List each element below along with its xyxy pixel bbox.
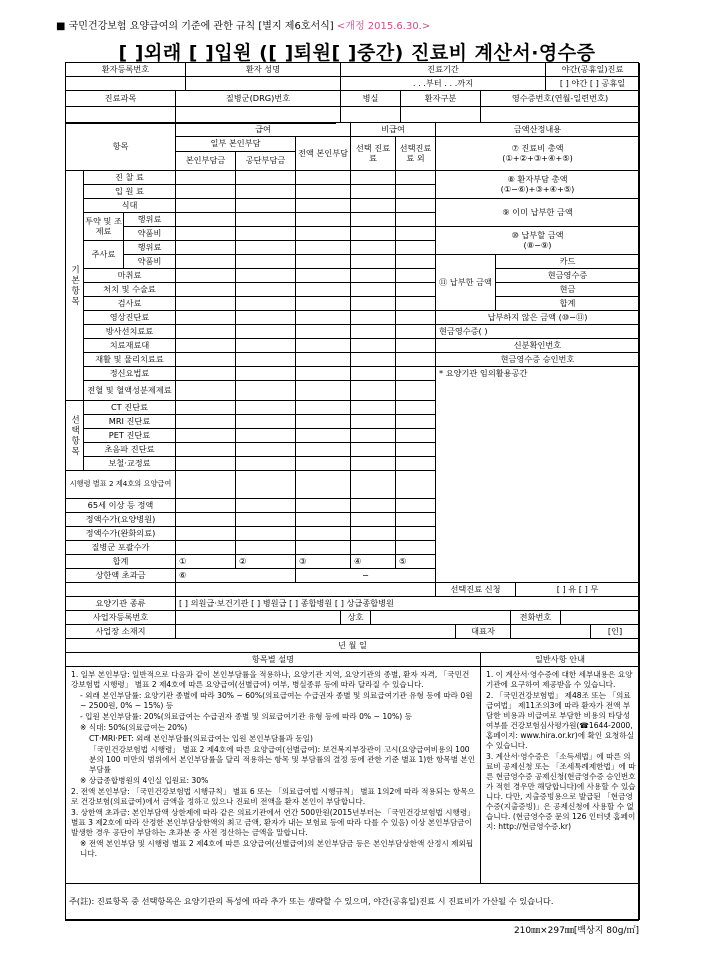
info-header: 일반사항 안내 — [481, 653, 640, 667]
exam-fee-amount-1[interactable] — [176, 171, 236, 185]
meal-fee-amount-5[interactable] — [396, 199, 436, 213]
inject-action-label: 행위료 — [124, 241, 176, 255]
meal-fee-amount-2[interactable] — [236, 199, 296, 213]
prosthetic-fee-amount-4[interactable] — [351, 457, 396, 471]
page-title: [ ]외래 [ ]입원 ([ ]퇴원[ ]중간) 진료비 계산서·영수증 — [118, 42, 596, 64]
rehab-fee-label: 재활 및 물리치료료 — [84, 353, 176, 367]
copay-header: 일부 본인부담 — [176, 137, 296, 152]
prosthetic-fee-amount-1[interactable] — [176, 457, 236, 471]
ct-fee-amount-4[interactable] — [351, 401, 396, 415]
drg-bundle-fee-amount-2[interactable] — [236, 541, 296, 555]
material-fee-amount-5[interactable] — [396, 339, 436, 353]
anesthesia-fee-amount-4[interactable] — [351, 269, 396, 283]
explanation-item: 3. 상한액 초과금: 본인부담액 상한제에 따라 같은 의료기관에서 연간 500만원(2015년부터는 「국민건강보험법 시행령」 별표 3 제2호에 따라 산정한 본인부담상한액의 최고 금액, 환자가 내는 보험료 등에 따라 다를 수 있음) 이상 본인부담금이 발생한 경우 공단이 부담하는 초과분 중 사전 정산하는 금액을 말합니다. — [71, 808, 475, 838]
phone-field[interactable] — [561, 611, 640, 625]
ultrasound-fee-amount-3[interactable] — [296, 443, 351, 457]
select-apply-label: 선택진료 신청 — [436, 583, 516, 597]
patient-total — [436, 171, 640, 199]
already-paid-label: ⑨ 이미 납부한 금액 — [502, 206, 573, 217]
inject-drug-amount-2[interactable] — [236, 255, 296, 269]
procedure-fee-amount-5[interactable] — [396, 283, 436, 297]
lab-fee-amount-3[interactable] — [296, 297, 351, 311]
paper-spec: 210㎜×297㎜[백상지 80g/㎡] — [513, 926, 639, 936]
id-no-label: 신분확인번호 — [436, 339, 640, 353]
total-amount-2[interactable]: ② — [236, 555, 296, 569]
patient-reg-no-field[interactable] — [66, 77, 186, 91]
palliative-fixed-fee-amount-3[interactable] — [296, 527, 351, 541]
medprep-drug-amount-3[interactable] — [296, 227, 351, 241]
explanation-item: ※ 전액 본인부담 및 시행령 별표 2 제4호에 따른 요양급여(선별급여)의 본인부담금 등은 본인부담상한액 산정시 제외됩니다. — [80, 839, 474, 859]
amount-due — [436, 227, 640, 255]
inject-drug-amount-3[interactable] — [296, 255, 351, 269]
form-header — [56, 17, 430, 32]
anesthesia-fee-amount-2[interactable] — [236, 269, 296, 283]
drg-field[interactable] — [176, 107, 341, 123]
hospitalization-fee-amount-2[interactable] — [236, 185, 296, 199]
inst-type-label: 요양기관 종류 — [66, 597, 176, 611]
self-share-header: 본인부담금 — [176, 152, 236, 171]
over-limit-label: 상한액 초과금 — [66, 569, 176, 583]
palliative-fixed-fee-label: 정액수가(완화의료) — [66, 527, 176, 541]
biz-no-field[interactable] — [176, 611, 341, 625]
exam-fee-label: 진 찰 료 — [84, 171, 176, 185]
full-self-header: 전액 본인부담 — [296, 137, 351, 171]
material-fee-amount-3[interactable] — [296, 339, 351, 353]
night-care-label: 야간(공휴일)진료 — [546, 63, 640, 77]
procedure-fee-amount-3[interactable] — [296, 283, 351, 297]
medprep-drug-amount-4[interactable] — [351, 227, 396, 241]
night-checkbox[interactable]: [ ] 야간 [ ] 공휴일 — [546, 77, 640, 91]
senior-fixed-fee-amount-5[interactable] — [396, 499, 436, 513]
ct-fee-label: CT 진단료 — [84, 401, 176, 415]
material-fee-amount-2[interactable] — [236, 339, 296, 353]
desc-header: 항목별 설명 — [66, 653, 481, 667]
special-benefit-label: 시행령 별표 2 제4호의 요양급여 — [66, 471, 176, 499]
biz-no-label: 사업자등록번호 — [66, 611, 176, 625]
medprep-action-label: 행위료 — [124, 213, 176, 227]
patient-total-label: ⑧ 환자부담 총액 — [507, 173, 568, 184]
desc-box-border — [66, 667, 481, 884]
patient-type-field[interactable] — [401, 107, 481, 123]
exam-fee-amount-5[interactable] — [396, 171, 436, 185]
lab-fee-amount-2[interactable] — [236, 297, 296, 311]
address-label: 사업장 소재지 — [66, 625, 176, 639]
nursing-fixed-fee-amount-1[interactable] — [176, 513, 236, 527]
lab-fee-amount-5[interactable] — [396, 297, 436, 311]
palliative-fixed-fee-amount-2[interactable] — [236, 527, 296, 541]
pet-fee-amount-4[interactable] — [351, 429, 396, 443]
pet-fee-amount-3[interactable] — [296, 429, 351, 443]
total-amount-5[interactable]: ⑤ — [396, 555, 436, 569]
receipt-form — [65, 62, 639, 921]
rehab-fee-amount-2[interactable] — [236, 353, 296, 367]
special-benefit-amount-5[interactable] — [396, 471, 436, 499]
over-limit-dash: − — [296, 569, 436, 583]
benefit-header: 급여 — [176, 123, 351, 137]
palliative-fixed-fee-amount-1[interactable] — [176, 527, 236, 541]
issue-date[interactable]: 년 월 일 — [66, 639, 640, 653]
radiotherapy-fee-amount-2[interactable] — [236, 325, 296, 339]
inst-type-options[interactable]: [ ] 의원급·보건기관 [ ] 병원급 [ ] 종합병원 [ ] 상급종합병원 — [176, 597, 640, 611]
medprep-action-amount-5[interactable] — [396, 213, 436, 227]
lab-fee-amount-1[interactable] — [176, 297, 236, 311]
explanation-item: 2. 전액 본인부담: 「국민건강보험법 시행규칙」 별표 6 또는 「의료급여법 시행규칙」 별표 1의2에 따라 적용되는 항목으로 건강보험(의료급여)에서 금액을 정하고 있으나 진료비 전액을 환자 본인이 부담합니다. — [71, 787, 475, 807]
hospitalization-fee-amount-5[interactable] — [396, 185, 436, 199]
radiotherapy-fee-amount-5[interactable] — [396, 325, 436, 339]
cash-receipt-paren: 현금영수증( ) — [436, 325, 640, 339]
procedure-fee-amount-4[interactable] — [351, 283, 396, 297]
ct-fee-amount-2[interactable] — [236, 401, 296, 415]
drg-bundle-fee-amount-4[interactable] — [351, 541, 396, 555]
amount-due-label: ⑩ 납부할 금액 — [511, 229, 564, 240]
inject-drug-amount-1[interactable] — [176, 255, 236, 269]
radiotherapy-fee-amount-4[interactable] — [351, 325, 396, 339]
imaging-fee-amount-4[interactable] — [351, 311, 396, 325]
ct-fee-amount-3[interactable] — [296, 401, 351, 415]
material-fee-label: 치료재료대 — [84, 339, 176, 353]
paid-amount-label: ⑪ 납부한 금액 — [436, 255, 496, 311]
nursing-fixed-fee-amount-2[interactable] — [236, 513, 296, 527]
approval-label: 현금영수증 승인번호 — [436, 353, 640, 367]
explanation-item: - 입원 본인부담률: 20%(의료급여는 수급권자 종별 및 의료급여기관 유형 등에 따라 0% ~ 10%) 등 — [80, 712, 412, 722]
unpaid-label: 납부하지 않은 금액 (⑩−⑪) — [436, 311, 640, 325]
amount-due-formula: (⑧−⑨) — [523, 239, 552, 250]
already-paid — [436, 199, 640, 227]
drg-label: 질병군(DRG)번호 — [176, 91, 341, 107]
address-field[interactable] — [176, 625, 456, 639]
exam-fee-amount-2[interactable] — [236, 171, 296, 185]
senior-fixed-fee-amount-4[interactable] — [351, 499, 396, 513]
treatment-period-field[interactable]: . . .부터 . . .까지 — [341, 77, 546, 91]
procedure-fee-amount-1[interactable] — [176, 283, 236, 297]
select-group-label: 선택항목 — [66, 401, 84, 471]
receipt-no-label: 영수증번호(연월-일련번호) — [481, 91, 640, 107]
pet-fee-amount-2[interactable] — [236, 429, 296, 443]
revision-date: <개정 2015.6.30.> — [336, 21, 431, 32]
psych-fee-amount-1[interactable] — [176, 367, 236, 381]
anesthesia-fee-amount-5[interactable] — [396, 269, 436, 283]
exam-fee-amount-4[interactable] — [351, 171, 396, 185]
medprep-drug-label: 약품비 — [124, 227, 176, 241]
inject-drug-amount-4[interactable] — [351, 255, 396, 269]
total-charge-formula: (①+②+③+④+⑤) — [502, 152, 573, 163]
inject-action-amount-5[interactable] — [396, 241, 436, 255]
ultrasound-fee-label: 초음파 진단료 — [84, 443, 176, 457]
psych-fee-amount-2[interactable] — [236, 367, 296, 381]
explanation-item: ※ 식대: 50%(의료급여는 20%) — [80, 723, 188, 733]
blood-fee-amount-3[interactable] — [296, 381, 351, 401]
senior-fixed-fee-label: 65세 이상 등 정액 — [66, 499, 176, 513]
mri-fee-amount-5[interactable] — [396, 415, 436, 429]
hospitalization-fee-amount-1[interactable] — [176, 185, 236, 199]
inject-drug-label: 약품비 — [124, 255, 176, 269]
inject-action-amount-4[interactable] — [351, 241, 396, 255]
radiotherapy-fee-amount-3[interactable] — [296, 325, 351, 339]
hospitalization-fee-label: 입 원 료 — [84, 185, 176, 199]
explanation-item: 1. 일부 본인부담: 일반적으로 다음과 같이 본인부담률을 적용하나, 요양기관 지역, 요양기관의 종별, 환자 자격, 「국민건강보험법 시행령」 별표 2 제4호에 따른 요양급여(선별급여) 여부, 병실종류 등에 따라 달라질 수 있습니다. — [71, 670, 470, 690]
total-label: 합계 — [66, 555, 176, 569]
mri-fee-amount-3[interactable] — [296, 415, 351, 429]
patient-total-formula: (①−⑥)+③+④+⑤) — [500, 183, 575, 194]
pet-fee-label: PET 진단료 — [84, 429, 176, 443]
info-item: 3. 계산서·영수증은 「소득세법」에 따른 의료비 공제신청 또는 「조세특례제한법」에 따른 현금영수증 공제신청(현금영수증 승인번호가 적힌 경우만 해당합니다)에 사용할 수 있습니다. 다만, 지출증빙용으로 발급된 「현금영수증(지출증빙)」은 공제신청에 사용할 수 없습니다. (현금영수증 문의 126 인터넷 홈페이지: http://현금영수증.kr) — [486, 752, 636, 832]
meal-fee-amount-3[interactable] — [296, 199, 351, 213]
medprep-action-amount-4[interactable] — [351, 213, 396, 227]
blood-fee-label: 전혈 및 혈액성분제제료 — [84, 381, 176, 401]
ultrasound-fee-amount-5[interactable] — [396, 443, 436, 457]
psych-fee-label: 정신요법료 — [84, 367, 176, 381]
basic-group-label: 기본항목 — [66, 171, 84, 401]
select-checkbox[interactable]: [ ] 유 [ ] 무 — [516, 583, 640, 597]
total-charge — [436, 137, 640, 171]
special-benefit-amount-1[interactable] — [176, 471, 236, 499]
rehab-fee-amount-5[interactable] — [396, 353, 436, 367]
patient-name-field[interactable] — [186, 77, 341, 91]
nursing-fixed-fee-amount-5[interactable] — [396, 513, 436, 527]
imaging-fee-amount-2[interactable] — [236, 311, 296, 325]
ultrasound-fee-amount-4[interactable] — [351, 443, 396, 457]
senior-fixed-fee-amount-2[interactable] — [236, 499, 296, 513]
pet-fee-amount-5[interactable] — [396, 429, 436, 443]
radiotherapy-fee-label: 방사선치료료 — [84, 325, 176, 339]
select-row-spacer — [66, 583, 176, 597]
info-item: 2. 「국민건강보험법」 제48조 또는 「의료급여법」 제11조의3에 따라 환자가 전액 부담한 비용과 비급여로 부담한 비용의 타당성 여부를 건강보험심사평가원(☎1644-2000, 홈페이지: www.hira.or.kr)에 확인 요청하실 수 있습니다. — [486, 691, 634, 751]
ultrasound-fee-amount-2[interactable] — [236, 443, 296, 457]
special-benefit-amount-2[interactable] — [236, 471, 296, 499]
imaging-fee-amount-5[interactable] — [396, 311, 436, 325]
rehab-fee-amount-1[interactable] — [176, 353, 236, 367]
info-item: 1. 이 계산서·영수증에 대한 세부내용은 요양기관에 요구하여 제공받을 수 있습니다. — [486, 670, 633, 690]
blood-fee-amount-4[interactable] — [351, 381, 396, 401]
info-list — [486, 670, 636, 883]
receipt-no-field[interactable] — [481, 107, 640, 123]
radiotherapy-fee-amount-1[interactable] — [176, 325, 236, 339]
nursing-fixed-fee-amount-4[interactable] — [351, 513, 396, 527]
ct-fee-amount-5[interactable] — [396, 401, 436, 415]
explanation-item: 「국민건강보험법 시행령」 별표 2 제4호에 따른 요양급여(선별급여): 보건복지부장관이 고시(요양급여비용의 100분의 100 미만의 범위에서 본인부담률을 달리 적용하는 항목 및 부담률의 결정 등에 관한 기준 별표 1)한 항목별 본인부담률 — [89, 745, 476, 775]
drg-bundle-fee-amount-3[interactable] — [296, 541, 351, 555]
imaging-fee-amount-1[interactable] — [176, 311, 236, 325]
meal-fee-label: 식대 — [84, 199, 176, 213]
selected-header: 선택 진료료 — [351, 137, 396, 171]
patient-reg-no-label: 환자등록번호 — [66, 63, 186, 77]
inject-action-amount-3[interactable] — [296, 241, 351, 255]
blood-fee-amount-5[interactable] — [396, 381, 436, 401]
total-amount-3[interactable]: ③ — [296, 555, 351, 569]
medprep-group-label: 투약 및 조제료 — [84, 213, 124, 241]
mri-fee-amount-1[interactable] — [176, 415, 236, 429]
senior-fixed-fee-amount-1[interactable] — [176, 499, 236, 513]
footnote: 주(註): 진료항목 중 선택항목은 요양기관의 특성에 따라 추가 또는 생략할 수 있으며, 야간(공휴일)진료 시 진료비가 가산될 수 있습니다. — [66, 884, 640, 920]
medprep-action-amount-1[interactable] — [176, 213, 236, 227]
explanation-item: CT·MRI·PET: 외래 본인부담률(의료급여는 입원 본인부담률과 동일) — [89, 734, 313, 744]
regulation-text: ■ 국민건강보험 요양급여의 기준에 관한 규칙 [별지 제6호서식] — [56, 21, 334, 32]
lab-fee-amount-4[interactable] — [351, 297, 396, 311]
non-benefit-header: 비급여 — [351, 123, 436, 137]
outside-header: 선택진료 료 외 — [396, 137, 436, 171]
insurer-share-header: 공단부담금 — [236, 152, 296, 171]
material-fee-amount-4[interactable] — [351, 339, 396, 353]
procedure-fee-label: 처치 및 수술료 — [84, 283, 176, 297]
cash-receipt-label: 현금영수증 — [496, 269, 640, 283]
biz-name-field[interactable] — [371, 611, 511, 625]
room-field[interactable] — [341, 107, 401, 123]
prosthetic-fee-amount-5[interactable] — [396, 457, 436, 471]
hospitalization-fee-amount-4[interactable] — [351, 185, 396, 199]
prosthetic-fee-amount-3[interactable] — [296, 457, 351, 471]
over-limit-amount[interactable]: ⑥ — [176, 569, 296, 583]
calc-header: 금액산정내용 — [436, 123, 640, 137]
nursing-fixed-fee-amount-3[interactable] — [296, 513, 351, 527]
mri-fee-amount-4[interactable] — [351, 415, 396, 429]
pet-fee-amount-1[interactable] — [176, 429, 236, 443]
card-label: 카드 — [496, 255, 640, 269]
exam-fee-amount-3[interactable] — [296, 171, 351, 185]
patient-type-label: 환자구분 — [401, 91, 481, 107]
total-amount-4[interactable]: ④ — [351, 555, 396, 569]
inject-group-label: 주사료 — [84, 241, 124, 269]
special-benefit-amount-3[interactable] — [296, 471, 351, 499]
anesthesia-fee-amount-1[interactable] — [176, 269, 236, 283]
anesthesia-fee-label: 마취료 — [84, 269, 176, 283]
prosthetic-fee-amount-2[interactable] — [236, 457, 296, 471]
meal-fee-amount-4[interactable] — [351, 199, 396, 213]
drg-bundle-fee-amount-5[interactable] — [396, 541, 436, 555]
medprep-drug-amount-2[interactable] — [236, 227, 296, 241]
patient-name-label: 환자 성명 — [186, 63, 341, 77]
lab-fee-label: 검사료 — [84, 297, 176, 311]
medprep-drug-amount-1[interactable] — [176, 227, 236, 241]
free-space[interactable]: * 요양기관 임의활용공간 — [436, 367, 640, 583]
biz-name-label: 상호 — [341, 611, 371, 625]
imaging-fee-label: 영상진단료 — [84, 311, 176, 325]
cash-label: 현금 — [496, 283, 640, 297]
total-amount-1[interactable]: ① — [176, 555, 236, 569]
explanation-item: - 외래 본인부담률: 요양기관 종별에 따라 30% ~ 60%(의료급여는 수급권자 종별 및 의료급여기관 유형 등에 따라 0원 ~ 2500원, 0% ~ 15%) 등 — [80, 691, 473, 711]
anesthesia-fee-amount-3[interactable] — [296, 269, 351, 283]
medprep-drug-amount-5[interactable] — [396, 227, 436, 241]
blood-fee-amount-1[interactable] — [176, 381, 236, 401]
senior-fixed-fee-amount-3[interactable] — [296, 499, 351, 513]
prosthetic-fee-label: 보철·교정료 — [84, 457, 176, 471]
rep-field[interactable] — [511, 625, 591, 639]
inject-action-amount-1[interactable] — [176, 241, 236, 255]
rehab-fee-amount-4[interactable] — [351, 353, 396, 367]
special-benefit-amount-4[interactable] — [351, 471, 396, 499]
palliative-fixed-fee-amount-5[interactable] — [396, 527, 436, 541]
meal-fee-amount-1[interactable] — [176, 199, 236, 213]
dept-label: 진료과목 — [66, 91, 176, 107]
ultrasound-fee-amount-1[interactable] — [176, 443, 236, 457]
palliative-fixed-fee-amount-4[interactable] — [351, 527, 396, 541]
imaging-fee-amount-3[interactable] — [296, 311, 351, 325]
mri-fee-label: MRI 진단료 — [84, 415, 176, 429]
ct-fee-amount-1[interactable] — [176, 401, 236, 415]
procedure-fee-amount-2[interactable] — [236, 283, 296, 297]
total-charge-label: ⑦ 진료비 총액 — [511, 142, 564, 153]
drg-bundle-fee-label: 질병군 포괄수가 — [66, 541, 176, 555]
medprep-action-amount-2[interactable] — [236, 213, 296, 227]
phone-label: 전화번호 — [511, 611, 561, 625]
item-header: 항목 — [66, 123, 176, 171]
select-row-blank — [176, 583, 436, 597]
medprep-action-amount-3[interactable] — [296, 213, 351, 227]
rehab-fee-amount-3[interactable] — [296, 353, 351, 367]
explanation-item: ※ 상급종합병원의 4인실 입원료: 30% — [80, 776, 209, 786]
mri-fee-amount-2[interactable] — [236, 415, 296, 429]
drg-bundle-fee-amount-1[interactable] — [176, 541, 236, 555]
psych-fee-amount-4[interactable] — [351, 367, 396, 381]
room-label: 병실 — [341, 91, 401, 107]
psych-fee-amount-3[interactable] — [296, 367, 351, 381]
blood-fee-amount-2[interactable] — [236, 381, 296, 401]
rep-label: 대표자 — [456, 625, 511, 639]
treatment-period-label: 진료기간 — [341, 63, 546, 77]
material-fee-amount-1[interactable] — [176, 339, 236, 353]
nursing-fixed-fee-label: 정액수가(요양병원) — [66, 513, 176, 527]
inject-action-amount-2[interactable] — [236, 241, 296, 255]
sum-label: 합계 — [496, 297, 640, 311]
dept-field[interactable] — [66, 107, 176, 123]
seal-mark: [인] — [591, 625, 640, 639]
hospitalization-fee-amount-3[interactable] — [296, 185, 351, 199]
inject-drug-amount-5[interactable] — [396, 255, 436, 269]
psych-fee-amount-5[interactable] — [396, 367, 436, 381]
